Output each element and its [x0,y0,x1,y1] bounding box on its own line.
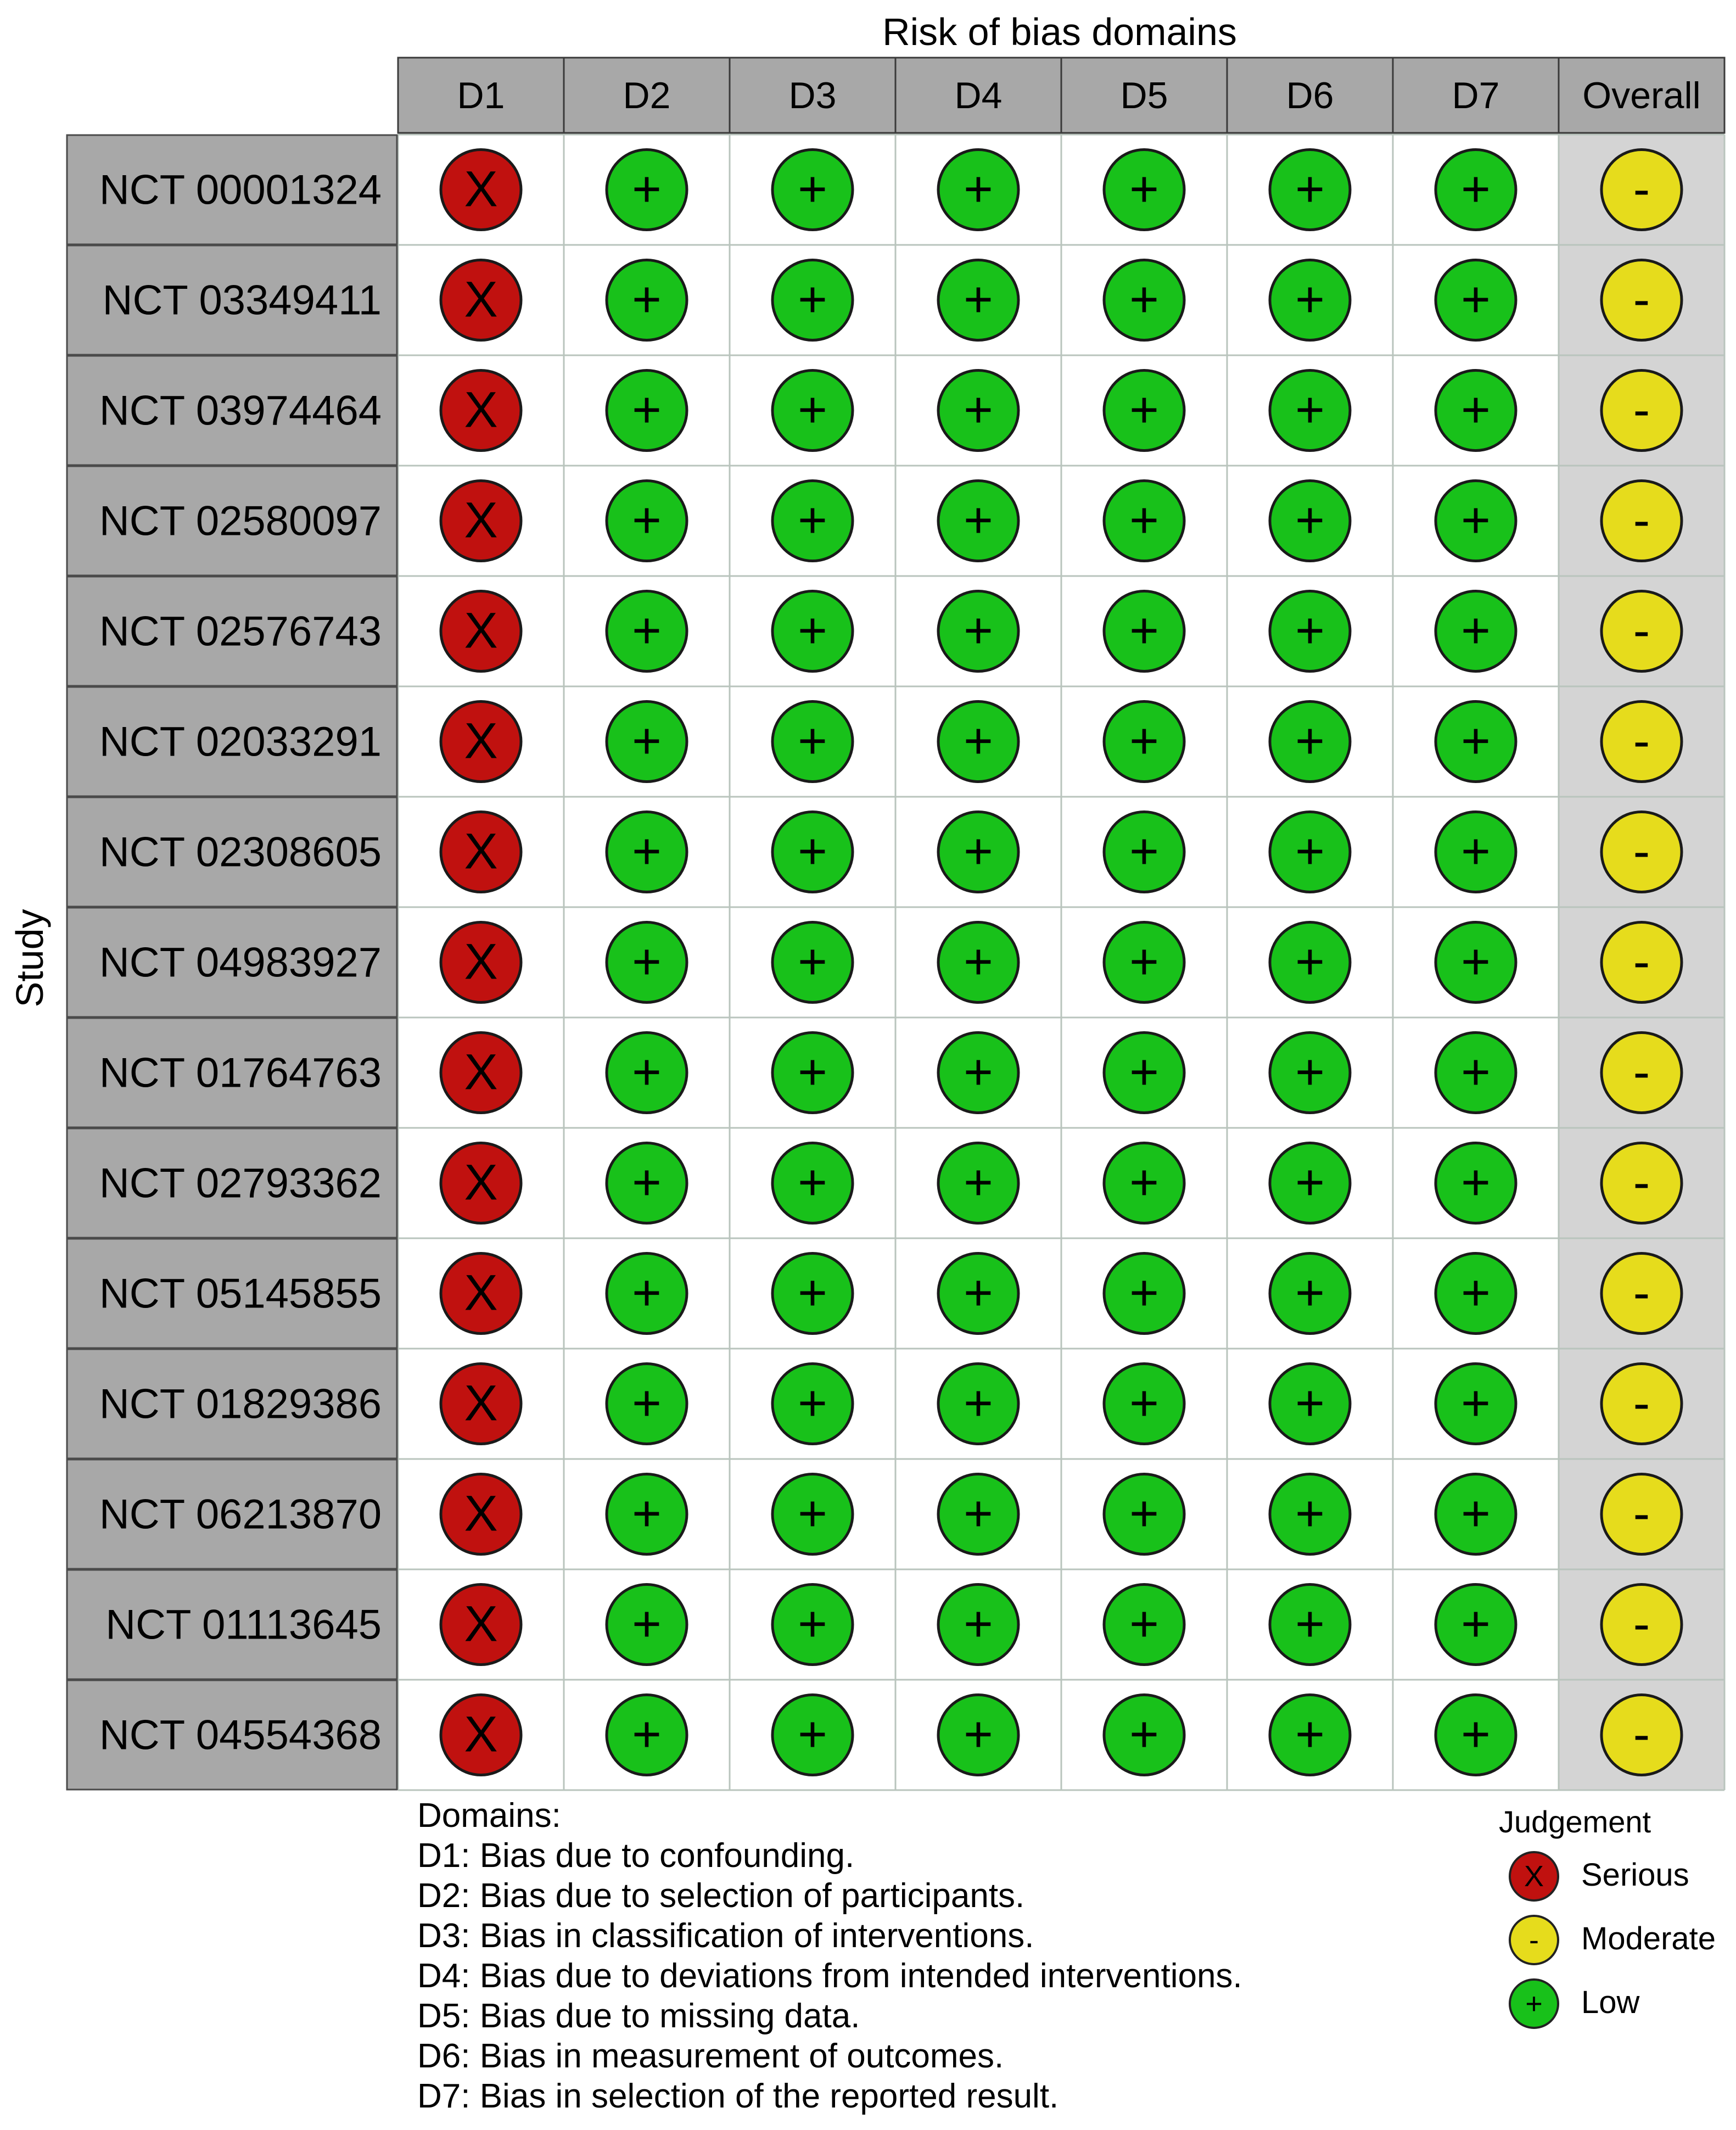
judgement-symbol: + [632,1375,662,1432]
study-label: NCT 01764763 [99,1049,382,1097]
judgement-cell [1436,481,1516,561]
judgement-cell [441,1033,521,1113]
judgement-cell [441,371,521,451]
judgement-symbol: + [632,713,662,769]
judgement-symbol: + [1129,933,1159,990]
judgement-symbol: X [464,1706,498,1763]
judgement-cell [938,591,1018,672]
judgement-cell [607,1033,687,1113]
judgement-cell [607,150,687,230]
domains-legend-item: D5: Bias due to missing data. [417,1997,860,2035]
judgement-symbol: + [1461,1485,1491,1542]
judgement-symbol: + [964,1265,993,1321]
judgement-symbol: X [464,271,498,328]
judgement-symbol: - [1633,1596,1650,1652]
judgement-symbol: + [1129,382,1159,438]
judgement-symbol: + [1295,602,1325,659]
judgement-cell [1601,150,1682,230]
judgement-symbol: X [464,1154,498,1211]
judgement-symbol: + [1129,1706,1159,1763]
judgement-cell [772,1143,853,1223]
judgement-cell [938,260,1018,340]
study-label: NCT 04983927 [99,939,382,986]
judgement-cell [1436,1033,1516,1113]
judgement-symbol: + [798,1154,827,1211]
judgement-symbol: + [1295,492,1325,549]
judgement-symbol: X [464,161,498,217]
judgement-cell [1436,1143,1516,1223]
judgement-cell [1104,1254,1184,1334]
judgement-cell [1104,1585,1184,1665]
judgement-cell [607,371,687,451]
judgement-cell [772,260,853,340]
judgement-cell [938,1585,1018,1665]
judgement-symbol: X [464,492,498,549]
judgement-symbol: + [798,1706,827,1763]
judgement-cell [772,812,853,892]
domain-header-label: D3 [788,75,837,116]
judgement-cell [1601,1474,1682,1555]
judgement-cell [1270,1143,1350,1223]
judgement-cell [772,371,853,451]
judgement-cell [441,812,521,892]
judgement-symbol: + [1129,161,1159,217]
judgement-symbol: + [1295,1596,1325,1652]
judgement-symbol: - [1633,492,1650,549]
judgement-cell [772,481,853,561]
judgement-cell [1436,1695,1516,1775]
judgement-cell [441,1364,521,1444]
domains-legend [417,1796,1351,2116]
judgement-symbol: + [632,271,662,328]
judgement-symbol: X [464,1596,498,1652]
study-label: NCT 01829386 [99,1380,382,1428]
judgement-cell [1601,1254,1682,1334]
judgement-cell [607,1695,687,1775]
judgement-symbol: + [1461,1044,1491,1100]
judgement-cell [1270,260,1350,340]
judgement-symbol: X [464,1485,498,1542]
judgement-cell [938,150,1018,230]
judgement-cell [1104,1033,1184,1113]
judgement-symbol: + [1295,1485,1325,1542]
judgement-cell [1270,150,1350,230]
judgement-cell [1601,923,1682,1003]
domain-header-label: Overall [1582,75,1701,116]
judgement-cell [1104,591,1184,672]
judgement-symbol: + [964,161,993,217]
judgement-symbol: - [1633,713,1650,769]
judgement-symbol: + [798,602,827,659]
judgement-cell [1601,371,1682,451]
judgement-cell [441,481,521,561]
judgement-cell [1270,591,1350,672]
judgement-symbol: + [798,823,827,880]
judgement-cell [772,1585,853,1665]
judgement-cell [607,702,687,782]
judgement-symbol: + [1129,602,1159,659]
judgement-cell [607,260,687,340]
judgement-cell [938,702,1018,782]
judgement-symbol: + [1295,161,1325,217]
judgement-symbol: + [964,1596,993,1652]
judgement-cell [1270,1695,1350,1775]
judgement-symbol: + [1295,1706,1325,1763]
judgement-symbol: + [632,1596,662,1652]
judgement-cell [1104,1695,1184,1775]
domains-legend-item: D6: Bias in measurement of outcomes. [417,2037,1004,2075]
judgement-cell [1601,481,1682,561]
study-label: NCT 05145855 [99,1270,382,1317]
judgement-symbol: X [464,823,498,880]
study-label: NCT 02793362 [99,1160,382,1207]
judgement-cell [1104,1474,1184,1555]
serious-icon: X [1509,1851,1559,1902]
judgement-cell [772,1695,853,1775]
domain-header-label: D6 [1286,75,1334,116]
judgement-cell [441,1254,521,1334]
judgement-cell [1436,1474,1516,1555]
judgement-cell [1104,812,1184,892]
judgement-cell [1104,481,1184,561]
judgement-cell [1270,1254,1350,1334]
judgement-symbol: + [1129,1265,1159,1321]
judgement-symbol: + [632,1044,662,1100]
judgement-symbol: + [1129,1485,1159,1542]
judgement-symbol: + [632,933,662,990]
judgement-cell [1436,702,1516,782]
judgement-cell [1104,371,1184,451]
judgement-cell [1601,591,1682,672]
judgement-symbol: + [632,1485,662,1542]
study-label: NCT 03349411 [102,277,382,324]
judgement-symbol: + [798,492,827,549]
judgement-cell [1270,1474,1350,1555]
judgement-cell [607,1143,687,1223]
judgement-symbol: + [798,1485,827,1542]
judgement-symbol: + [632,161,662,217]
judgement-symbol: + [1129,492,1159,549]
judgement-symbol: + [1129,713,1159,769]
judgement-symbol: + [1129,1044,1159,1100]
judgement-symbol: + [1461,1265,1491,1321]
judgement-symbol: + [964,1044,993,1100]
judgement-cell [441,591,521,672]
judgement-legend-label: Serious [1581,1857,1689,1893]
judgement-legend-label: Moderate [1581,1921,1716,1956]
judgement-symbol: - [1633,271,1650,328]
study-label: NCT 02576743 [99,608,382,655]
judgement-symbol: + [1129,1154,1159,1211]
judgement-symbol: - [1633,161,1650,217]
study-label: NCT 02580097 [99,497,382,545]
judgement-symbol: + [964,1154,993,1211]
judgement-symbol: + [1295,713,1325,769]
judgement-symbol: + [1461,1154,1491,1211]
judgement-symbol: + [1461,161,1491,217]
study-label: NCT 02308605 [99,829,382,876]
judgement-symbol: + [1461,933,1491,990]
judgement-cell [1601,1143,1682,1223]
judgement-legend-title: Judgement [1499,1804,1651,1839]
judgement-symbol: + [798,161,827,217]
judgement-cell [1436,1585,1516,1665]
study-label: NCT 06213870 [99,1491,382,1538]
judgement-cell [1436,923,1516,1003]
judgement-symbol: + [964,933,993,990]
judgement-cell [607,481,687,561]
judgement-cell [441,1143,521,1223]
domains-legend-item: D2: Bias due to selection of participants. [417,1877,1025,1915]
judgement-cell [441,260,521,340]
judgement-cell [1601,1033,1682,1113]
judgement-symbol: + [798,271,827,328]
judgement-cell [441,702,521,782]
study-label: NCT 02033291 [99,718,382,765]
judgement-cell [938,923,1018,1003]
judgement-cell [441,1585,521,1665]
judgement-symbol: X [464,933,498,990]
domains-legend-item: D7: Bias in selection of the reported result. [417,2077,1059,2115]
judgement-cell [772,923,853,1003]
judgement-cell [1270,481,1350,561]
judgement-cell [441,1695,521,1775]
judgement-symbol: + [1461,1375,1491,1432]
judgement-cell [1104,923,1184,1003]
judgement-symbol: X [464,602,498,659]
judgement-symbol: - [1633,1375,1650,1432]
judgement-cell [1436,150,1516,230]
judgement-symbol: + [964,602,993,659]
judgement-cell [607,812,687,892]
judgement-cell [938,1695,1018,1775]
judgement-cell [1601,260,1682,340]
judgement-cell [938,1364,1018,1444]
judgement-symbol: + [964,271,993,328]
judgement-symbol: + [1461,1596,1491,1652]
domains-legend-heading: Domains: [417,1797,561,1835]
judgement-symbol: X [464,713,498,769]
judgement-symbol: + [1461,492,1491,549]
judgement-symbol: + [1295,1044,1325,1100]
judgement-symbol: + [1461,271,1491,328]
judgement-symbol: X [464,382,498,438]
domain-header-label: D1 [457,75,505,116]
judgement-symbol: + [1461,823,1491,880]
judgement-cell [1104,1143,1184,1223]
judgement-symbol: + [632,1265,662,1321]
judgement-symbol: + [632,1706,662,1763]
judgement-symbol: + [964,1375,993,1432]
judgement-cell [1601,702,1682,782]
judgement-cell [607,1254,687,1334]
judgement-cell [1601,812,1682,892]
judgement-symbol: + [964,713,993,769]
judgement-symbol: + [1129,1375,1159,1432]
grid-layer [398,135,1724,1790]
judgement-symbol: - [1633,823,1650,880]
judgement-cell [1601,1695,1682,1775]
judgement-symbol: + [1461,382,1491,438]
domain-header-label: D4 [954,75,1003,116]
judgement-cell [772,1254,853,1334]
judgement-cell [1436,371,1516,451]
judgement-symbol: + [632,602,662,659]
study-label: NCT 01113645 [105,1601,382,1648]
domain-header-row [398,58,1724,133]
judgement-symbol: + [798,933,827,990]
judgement-cell [1601,1585,1682,1665]
judgement-symbol: X [464,1375,498,1432]
chart-title: Risk of bias domains [882,10,1237,53]
judgement-symbol: X [464,1265,498,1321]
judgement-symbol: X [464,1044,498,1100]
judgement-cell [772,591,853,672]
judgement-cell [1270,371,1350,451]
judgement-cell [1104,150,1184,230]
judgement-cell [772,1474,853,1555]
judgement-cell [938,1254,1018,1334]
judgement-cell [607,1364,687,1444]
judgement-symbol: + [1461,1706,1491,1763]
judgement-cell [1601,1364,1682,1444]
domains-legend-item: D1: Bias due to confounding. [417,1837,855,1875]
judgement-symbol: + [798,1596,827,1652]
judgement-cell [1270,923,1350,1003]
judgement-symbol: + [1295,933,1325,990]
judgement-symbol: + [1295,1265,1325,1321]
judgement-cell [441,1474,521,1555]
judgement-symbol: + [1295,1375,1325,1432]
judgement-symbol: - [1633,933,1650,990]
judgement-symbol: - [1633,1485,1650,1542]
judgement-cell [441,923,521,1003]
judgement-symbol: + [1295,1154,1325,1211]
judgement-legend-moderate [1499,1905,1735,1969]
judgement-symbol: + [798,713,827,769]
study-label: NCT 03974464 [99,387,382,434]
judgement-cell [772,1033,853,1113]
judgement-symbol: + [632,492,662,549]
judgement-symbol: - [1633,1706,1650,1763]
domains-legend-item: D3: Bias in classification of interventions. [417,1917,1034,1955]
judgement-cell [1270,1585,1350,1665]
domain-header-label: D2 [623,75,671,116]
low-icon: + [1509,1978,1559,2029]
judgement-cell [772,1364,853,1444]
judgement-symbol: + [964,1706,993,1763]
judgement-symbol: + [964,1485,993,1542]
judgement-symbol: + [1295,382,1325,438]
judgement-cell [938,481,1018,561]
domain-header-label: D7 [1452,75,1500,116]
judgement-symbol: + [1129,271,1159,328]
judgement-symbol: + [964,382,993,438]
judgement-cell [1436,1254,1516,1334]
judgement-legend-low [1499,1969,1735,2032]
judgement-cell [772,702,853,782]
judgement-cell [938,1143,1018,1223]
judgement-cell [1270,702,1350,782]
judgement-cell [938,1474,1018,1555]
judgement-cell [1104,1364,1184,1444]
judgement-cell [1104,260,1184,340]
judgement-symbol: - [1633,1265,1650,1321]
judgement-cell [441,150,521,230]
y-axis-label: Study [8,909,51,1008]
domains-legend-item: D4: Bias due to deviations from intended interventions. [417,1957,1242,1995]
judgement-cell [1270,812,1350,892]
judgement-symbol: + [798,1044,827,1100]
judgement-symbol: + [798,1375,827,1432]
judgement-symbol: + [1295,271,1325,328]
judgement-cell [1104,702,1184,782]
judgement-cell [1270,1364,1350,1444]
judgement-symbol: - [1633,382,1650,438]
judgement-cell [1436,260,1516,340]
moderate-icon: - [1509,1915,1559,1965]
judgement-symbol: - [1633,1154,1650,1211]
domain-header-label: D5 [1120,75,1168,116]
judgement-cell [1436,591,1516,672]
judgement-symbol: + [1129,1596,1159,1652]
judgement-symbol: - [1633,602,1650,659]
judgement-cell [938,371,1018,451]
judgement-cell [1270,1033,1350,1113]
study-label: NCT 04554368 [99,1712,382,1759]
judgement-legend-serious [1499,1841,1735,1905]
judgement-symbol: + [1295,823,1325,880]
judgement-symbol: - [1633,1044,1650,1100]
judgement-symbol: + [798,1265,827,1321]
judgement-symbol: + [632,1154,662,1211]
judgement-legend [1499,1803,1735,2032]
judgement-cell [607,591,687,672]
judgement-cell [607,923,687,1003]
judgement-cell [938,1033,1018,1113]
judgement-symbol: + [632,382,662,438]
judgement-legend-label: Low [1581,1984,1640,2020]
judgement-symbol: + [964,492,993,549]
judgement-cell [772,150,853,230]
judgement-symbol: + [1461,602,1491,659]
judgement-symbol: + [632,823,662,880]
study-label-column [67,135,397,1790]
judgement-cell [607,1585,687,1665]
judgement-symbol: + [964,823,993,880]
judgement-cell [607,1474,687,1555]
judgement-symbol: + [1129,823,1159,880]
judgement-cell [1436,1364,1516,1444]
judgement-symbol: + [798,382,827,438]
judgement-cell [938,812,1018,892]
judgement-symbol: + [1461,713,1491,769]
study-label: NCT 00001324 [99,166,382,214]
judgement-cell [1436,812,1516,892]
